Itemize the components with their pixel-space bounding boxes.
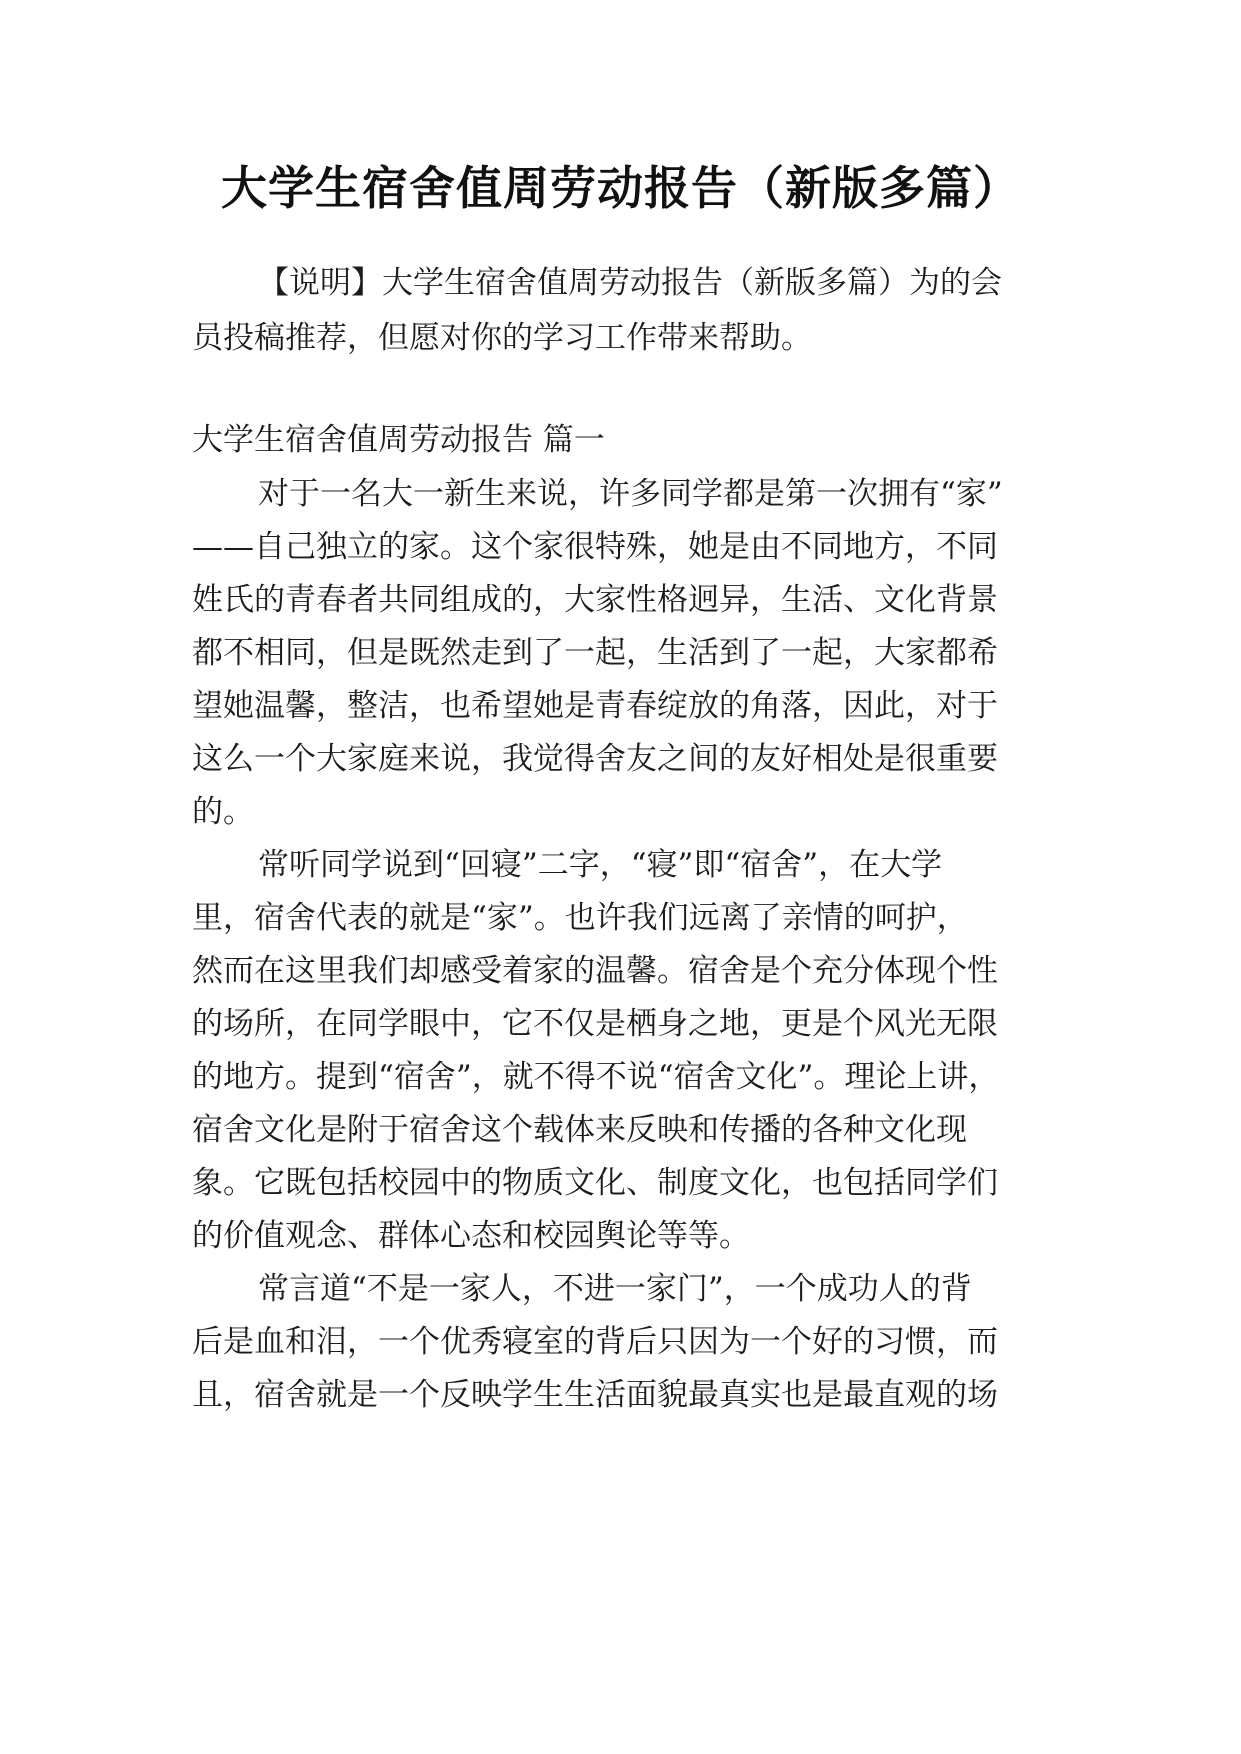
paragraph-line: 的价值观念、群体心态和校园舆论等等。 — [192, 1218, 750, 1254]
paragraph-line: 望她温馨，整洁，也希望她是青春绽放的角落，因此，对于 — [192, 688, 998, 724]
intro-line: 员投稿推荐，但愿对你的学习工作带来帮助。 — [192, 320, 812, 356]
intro-line: 【说明】大学生宿舍值周劳动报告（新版多篇）为的会 — [258, 265, 1002, 301]
paragraph-line: 且，宿舍就是一个反映学生生活面貌最真实也是最直观的场 — [192, 1377, 998, 1413]
paragraph-line: 都不相同，但是既然走到了一起，生活到了一起，大家都希 — [192, 635, 998, 671]
paragraph-line: 这么一个大家庭来说，我觉得舍友之间的友好相处是很重要 — [192, 741, 998, 777]
paragraph-line: 后是血和泪，一个优秀寝室的背后只因为一个好的习惯，而 — [192, 1324, 998, 1360]
paragraph-line: 对于一名大一新生来说，许多同学都是第一次拥有“家” — [258, 476, 1003, 512]
paragraph-line: 的场所，在同学眼中，它不仅是栖身之地，更是个风光无限 — [192, 1006, 998, 1042]
paragraph-line: 姓氏的青春者共同组成的，大家性格迥异，生活、文化背景 — [192, 582, 998, 618]
paragraph-line: 的。 — [192, 794, 254, 830]
paragraph-line: 然而在这里我们却感受着家的温馨。宿舍是个充分体现个性 — [192, 953, 998, 989]
section-heading: 大学生宿舍值周劳动报告 篇一 — [192, 422, 605, 458]
document-title: 大学生宿舍值周劳动报告（新版多篇） — [221, 161, 1020, 215]
paragraph-line: 里，宿舍代表的就是“家”。也许我们远离了亲情的呵护， — [192, 900, 968, 936]
paragraph-line: 宿舍文化是附于宿舍这个载体来反映和传播的各种文化现 — [192, 1112, 967, 1148]
paragraph-line: 常言道“不是一家人，不进一家门”，一个成功人的背 — [258, 1271, 972, 1307]
paragraph-line: 的地方。提到“宿舍”，就不得不说“宿舍文化”。理论上讲， — [192, 1059, 1000, 1095]
paragraph-line: 象。它既包括校园中的物质文化、制度文化，也包括同学们 — [192, 1165, 998, 1201]
paragraph-line: 常听同学说到“回寝”二字，“寝”即“宿舍”，在大学 — [258, 847, 943, 883]
paragraph-line: ——自己独立的家。这个家很特殊，她是由不同地方，不同 — [192, 529, 998, 565]
